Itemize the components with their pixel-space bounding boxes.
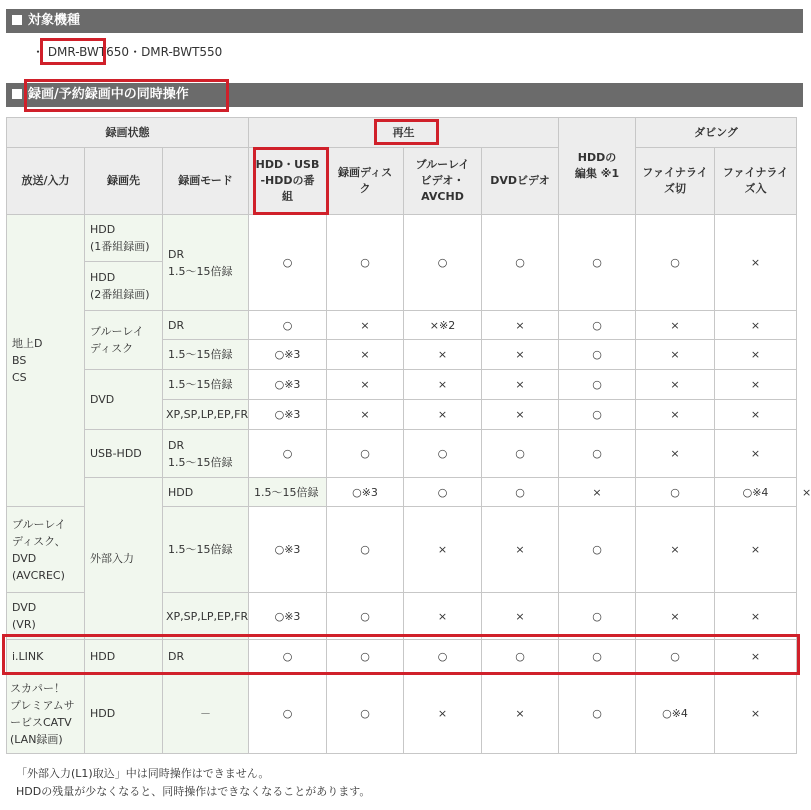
cell-mark: × xyxy=(327,370,404,400)
section-title: 録画/予約録画中の同時操作 xyxy=(28,87,189,102)
header-finalize-on: ファイナライ ズ入 xyxy=(715,148,797,215)
source-external: 外部入力 xyxy=(85,478,163,640)
header-destination: 録画先 xyxy=(85,148,163,215)
cell-mark: ○※3 xyxy=(249,370,327,400)
cell-mark: ○※3 xyxy=(249,593,327,640)
dest-hdd: HDD xyxy=(163,478,249,507)
cell-mark: ○ xyxy=(559,640,636,674)
cell-mark: ○ xyxy=(327,640,404,674)
cell-mark: × xyxy=(482,593,559,640)
dest-hdd: HDD xyxy=(85,674,163,754)
header-finalize-off: ファイナライ ズ切 xyxy=(636,148,715,215)
cell-mark: × xyxy=(715,340,797,370)
cell-mark: ○ xyxy=(559,215,636,311)
cell-mark: × xyxy=(404,370,482,400)
mode-dr: DR xyxy=(163,311,249,340)
mode-xp: XP,SP,LP,EP,FR xyxy=(163,400,249,430)
cell-mark: ○ xyxy=(327,430,404,478)
cell-mark: ○ xyxy=(636,478,715,507)
cell-mark: ○ xyxy=(482,215,559,311)
cell-mark: ○ xyxy=(559,370,636,400)
cell-mark: × xyxy=(636,430,715,478)
cell-mark: ○ xyxy=(404,478,482,507)
note-line: 「外部入力(L1)取込」中は同時操作はできません。 xyxy=(16,767,270,780)
mode-dr: DR xyxy=(163,640,249,674)
cell-mark: × xyxy=(636,400,715,430)
mode-dr-range: DR 1.5～15倍録 xyxy=(163,430,249,478)
model-list: ・ DMR-BWT650・DMR-BWT550 xyxy=(32,45,223,59)
cell-mark: ○※3 xyxy=(249,507,327,593)
cell-mark: × xyxy=(715,215,797,311)
section-header-target-models xyxy=(6,9,803,33)
mode-dash: － xyxy=(163,674,249,754)
cell-mark: ○ xyxy=(249,311,327,340)
cell-mark: ○ xyxy=(482,640,559,674)
cell-mark: ○※3 xyxy=(327,478,404,507)
mode-range: 1.5～15倍録 xyxy=(249,478,327,507)
cell-mark: × xyxy=(715,593,797,640)
cell-mark: ○ xyxy=(249,674,327,754)
cell-mark: × xyxy=(327,400,404,430)
dest-hdd-1: HDD (1番組録画) xyxy=(85,215,163,262)
cell-mark: × xyxy=(404,593,482,640)
header-playback: 再生 xyxy=(249,118,559,148)
mode-range: 1.5～15倍録 xyxy=(163,507,249,593)
cell-mark: × xyxy=(482,507,559,593)
cell-mark: ○ xyxy=(559,400,636,430)
cell-mark: ○ xyxy=(559,593,636,640)
mode-range: 1.5～15倍録 xyxy=(163,340,249,370)
header-broadcast-input: 放送/入力 xyxy=(7,148,85,215)
cell-mark: × xyxy=(559,478,636,507)
cell-mark: ○ xyxy=(327,507,404,593)
cell-mark: ○※4 xyxy=(636,674,715,754)
cell-mark: × xyxy=(715,674,797,754)
header-hdd-edit: HDDの 編集 ※1 xyxy=(559,118,636,215)
cell-mark: ○ xyxy=(559,507,636,593)
cell-mark: ×※2 xyxy=(404,311,482,340)
cell-mark: × xyxy=(636,370,715,400)
source-skyperfect: スカパー！ プレミアムサ ービスCATV (LAN録画) xyxy=(7,674,85,754)
mode-dr-range: DR 1.5～15倍録 xyxy=(163,215,249,311)
cell-mark: × xyxy=(715,430,797,478)
dest-bluray: ブルーレイ ディスク xyxy=(85,311,163,370)
source-terrestrial: 地上D BS CS xyxy=(7,215,85,507)
cell-mark: × xyxy=(404,507,482,593)
cell-mark: × xyxy=(327,340,404,370)
dest-usb-hdd: USB-HDD xyxy=(85,430,163,478)
header-hdd-usb-programs: HDD・USB -HDDの番 組 xyxy=(249,148,327,215)
cell-mark: × xyxy=(482,370,559,400)
cell-mark: ○ xyxy=(559,311,636,340)
header-recorded-disc: 録画ディス ク xyxy=(327,148,404,215)
source-ilink: i.LINK xyxy=(7,640,85,674)
cell-mark: ○ xyxy=(327,674,404,754)
cell-mark: × xyxy=(482,340,559,370)
cell-mark: × xyxy=(715,640,797,674)
cell-mark: ○ xyxy=(559,674,636,754)
cell-mark: × xyxy=(482,400,559,430)
header-recording-mode: 録画モード xyxy=(163,148,249,215)
cell-mark: ○※3 xyxy=(249,400,327,430)
dest-external-bluray-dvd: ブルーレイ ディスク、 DVD (AVCREC) xyxy=(7,507,85,593)
dest-hdd-2: HDD (2番組録画) xyxy=(85,262,163,311)
cell-mark: × xyxy=(636,340,715,370)
cell-mark: ○ xyxy=(249,640,327,674)
cell-mark: ○ xyxy=(636,215,715,311)
cell-mark: ○ xyxy=(327,593,404,640)
cell-mark: ○ xyxy=(636,640,715,674)
cell-mark: × xyxy=(715,400,797,430)
cell-mark: ○ xyxy=(482,478,559,507)
cell-mark: × xyxy=(482,674,559,754)
cell-mark: ○ xyxy=(482,430,559,478)
cell-mark: × xyxy=(327,311,404,340)
notes xyxy=(16,765,370,801)
cell-mark: ○ xyxy=(249,430,327,478)
cell-mark: × xyxy=(404,340,482,370)
cell-mark: × xyxy=(482,311,559,340)
mode-range: 1.5～15倍録 xyxy=(163,370,249,400)
cell-mark: ○ xyxy=(559,340,636,370)
square-bullet-icon xyxy=(12,89,22,99)
cell-mark: ○ xyxy=(327,215,404,311)
section-header-simultaneous-operation xyxy=(6,83,803,107)
dest-dvd: DVD xyxy=(85,370,163,430)
cell-mark: ○ xyxy=(404,215,482,311)
header-dvd-video: DVDビデオ xyxy=(482,148,559,215)
cell-mark: ○ xyxy=(249,215,327,311)
cell-mark: × xyxy=(715,370,797,400)
header-bluray-avchd: ブルーレイ ビデオ・ AVCHD xyxy=(404,148,482,215)
cell-mark: × xyxy=(636,311,715,340)
cell-mark: × xyxy=(404,400,482,430)
header-recording-state: 録画状態 xyxy=(7,118,249,148)
dest-external-dvd-vr: DVD (VR) xyxy=(7,593,85,640)
dest-hdd: HDD xyxy=(85,640,163,674)
cell-mark: × xyxy=(715,311,797,340)
section-title: 対象機種 xyxy=(28,13,81,28)
cell-mark: ○ xyxy=(559,430,636,478)
note-line: HDDの残量が少なくなると、同時操作はできなくなることがあります。 xyxy=(16,785,371,798)
mode-xp: XP,SP,LP,EP,FR xyxy=(163,593,249,640)
cell-mark: × xyxy=(715,507,797,593)
cell-mark: × xyxy=(636,593,715,640)
cell-mark: ○※3 xyxy=(249,340,327,370)
square-bullet-icon xyxy=(12,15,22,25)
cell-mark: ○ xyxy=(404,430,482,478)
operation-table: 録画状態 再生 HDDの 編集 ※1 ダビング 放送/入力 録画先 録画モード HDD・USB -HDDの番 組 録画ディス ク ブルーレイ ビデオ・ AVCHD DVDビデオ ファイナライ ズ切 ファイナライ ズ入 地上D BS CS HDD (1番組録画) DR 1.5～15倍録 ○ ○ ○ ○ ○ ○ × HDD (2番組録画) ブルーレイ ディスク DR ○ × ×※2 × ○ × × 1.5～15倍録 ○※3 × × × ○ × × DVD 1.5～15倍録 ○※3 × × × ○ × × XP,SP,LP,EP,FR ○※3 × × × ○ × × USB-HDD DR 1.5～15倍録 ○ ○ ○ ○ ○ × × 外部入力 HDD 1.5～15倍録 ○※3 ○ ○ × ○ ○※4 × ブルーレイ ディスク、 DVD (AVCREC) 1.5～15倍録 ○※3 ○ × × ○ × × DVD (VR) XP,SP,LP,EP,FR ○※3 ○ × × ○ × × i.LINK HDD DR ○ ○ ○ ○ ○ ○ × スカパー！ プレミアムサ ービスCATV (LAN録画) HDD － ○ ○ × × ○ ○※4 × xyxy=(6,117,797,754)
header-dubbing: ダビング xyxy=(636,118,797,148)
cell-mark: × xyxy=(636,507,715,593)
cell-mark: × xyxy=(404,674,482,754)
cell-mark: ○ xyxy=(404,640,482,674)
cell-mark: ○※4 xyxy=(715,478,797,507)
